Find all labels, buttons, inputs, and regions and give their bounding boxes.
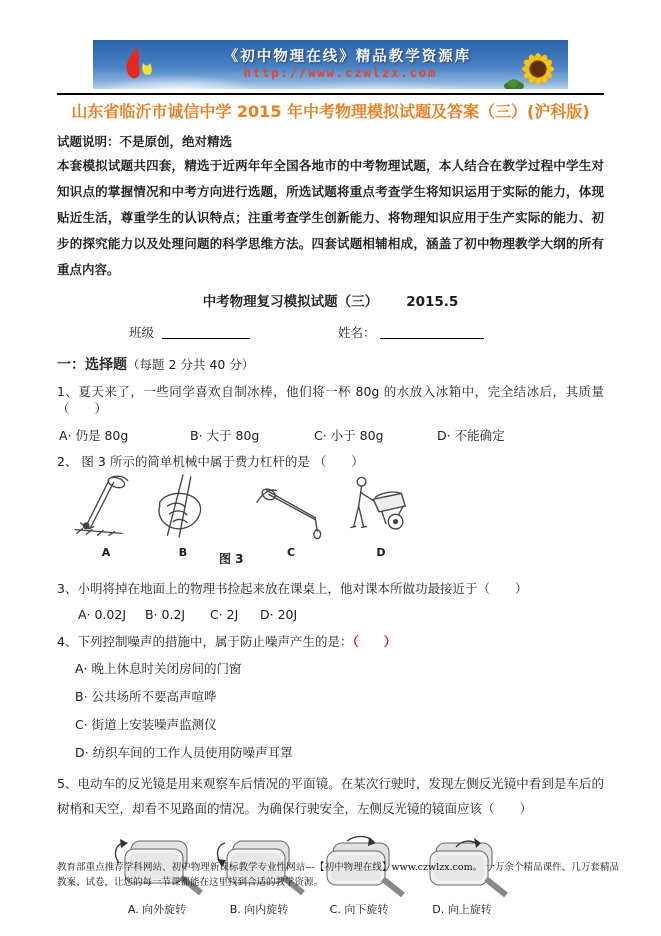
name-blank-field[interactable]	[380, 325, 484, 339]
mirror-label-c: C. 向下旋转	[329, 903, 389, 916]
question-5-stem: 5、电动车的反光镜是用来观察车后情况的平面镜。在某次行驶时，发现左侧反光镜中看到是车后的树梢和天空，却看不见路面的情况。为确保行驶安全，左侧反光镜的镜面应该（ ）	[57, 776, 604, 816]
q1-option-b[interactable]: B· 大于 80g	[190, 428, 260, 443]
page-footer: 教育部重点推荐学科网站、初中物理新课标教学专业性网站---【初中物理在线】www.czwlzx.com。 一万余个精品课件、几万套精品教案、试卷，让您的每一节课都能在这里找到合适的教学资源。	[57, 862, 619, 888]
q3-option-a[interactable]: A· 0.02J	[78, 607, 127, 622]
q3-option-b[interactable]: B· 0.2J	[145, 607, 186, 622]
class-label: 班级	[129, 325, 155, 340]
question-3-options	[57, 606, 604, 623]
q4-option-d[interactable]: D· 纺织车间的工作人员使用防噪声耳罩	[75, 745, 293, 760]
mirror-label-d: D. 向上旋转	[432, 903, 492, 916]
question-1	[57, 383, 604, 444]
site-banner	[93, 40, 568, 89]
question-4	[57, 633, 604, 767]
q4-option-a[interactable]: A· 晚上休息时关闭房间的门窗	[75, 661, 242, 676]
mirror-label-b: B. 向内旋转	[229, 903, 289, 916]
figure-3-simple-machines	[57, 473, 604, 567]
q4-option-b[interactable]: B· 公共场所不要高声喧哗	[75, 689, 217, 704]
question-4-stem	[57, 633, 604, 650]
section-choice-heading	[57, 354, 604, 374]
student-info-row	[57, 323, 604, 341]
q4-answer-parens: （ ）	[352, 634, 397, 649]
class-blank-field[interactable]	[162, 325, 250, 339]
mirror-label-a: A. 向外旋转	[127, 903, 187, 916]
q4-stem-text: 4、下列控制噪声的措施中，属于防止噪声产生的是：	[57, 634, 353, 649]
figure3-label-b: B	[178, 546, 188, 559]
exam-title: 中考物理复习模拟试题（三）	[202, 294, 379, 310]
q1-option-c[interactable]: C· 小于 80g	[314, 428, 384, 443]
wheelbarrow-icon	[344, 473, 418, 541]
figure-item-chopsticks	[143, 473, 223, 561]
question-5	[57, 771, 604, 923]
exam-intro-paragraph: 本套模拟试题共四套，精选于近两年年全国各地市的中考物理试题，本人结合在教学过程中学生对知识点的掌握情况和中考方向进行选题，所选试题将重点考查学生将知识运用于实际的能力，体现贴近生活，尊重学生的认识特点；注重考查学生创新能力、将物理知识应用于生产实际的能力、初步的探究能力以及处理问题的科学思维方法。四套试题相辅相成，涵盖了初中物理教学大纲的所有重点内容。	[57, 158, 604, 277]
question-3-stem: 3、小明将掉在地面上的物理书捡起来放在课桌上，他对课本所做功最接近于（ ）	[57, 581, 528, 596]
q1-option-a[interactable]: A· 仍是 80g	[59, 428, 129, 443]
q1-option-d[interactable]: D· 不能确定	[437, 428, 505, 443]
figure-3-caption: 图 3	[219, 552, 244, 566]
section-note: （每题 2 分共 40 分）	[127, 357, 255, 372]
q3-option-c[interactable]: C· 2J	[210, 607, 239, 622]
question-2-stem: 2、 图 3 所示的简单机械中属于费力杠杆的是 （ ）	[57, 454, 364, 469]
name-label: 姓名：	[338, 325, 376, 340]
section-title: 一：选择题	[57, 357, 127, 373]
question-3	[57, 580, 604, 623]
sunflower-icon	[502, 46, 564, 89]
figure-item-lever	[71, 473, 141, 561]
header-divider	[57, 93, 604, 95]
question-1-options	[57, 427, 604, 444]
fishing-rod-icon	[254, 473, 328, 541]
question-1-stem: 1、夏天来了，一些同学喜欢自制冰棒，他们将一杯 80g 的水放入冰箱中，完全结冰后，其质量（ ）	[57, 384, 604, 416]
q4-option-c[interactable]: C· 街道上安装噪声监测仪	[75, 717, 217, 732]
figure-item-fishing-rod	[251, 473, 331, 561]
question-4-options	[57, 655, 604, 767]
banner-site-title: 《初中物理在线》精品教学资源库	[223, 49, 472, 65]
figure-item-wheelbarrow	[341, 473, 421, 561]
figure3-label-d: D	[376, 546, 386, 559]
exam-title-row	[57, 290, 604, 310]
figure3-label-a: A	[101, 546, 111, 559]
document-title: 山东省临沂市诚信中学 2015 年中考物理模拟试题及答案（三）(沪科版)	[71, 102, 590, 121]
banner-site-url[interactable]: http://www.czwlzx.com	[243, 66, 438, 80]
q3-option-d[interactable]: D· 20J	[260, 607, 298, 622]
exam-note: 试题说明：不是原创，绝对精选	[57, 134, 233, 149]
figure3-label-c: C	[286, 546, 296, 559]
exam-date: 2015.5	[406, 294, 459, 310]
hand-with-chopsticks-icon	[147, 473, 219, 541]
question-2	[57, 453, 604, 567]
bottle-opener-lever-icon	[73, 473, 139, 541]
